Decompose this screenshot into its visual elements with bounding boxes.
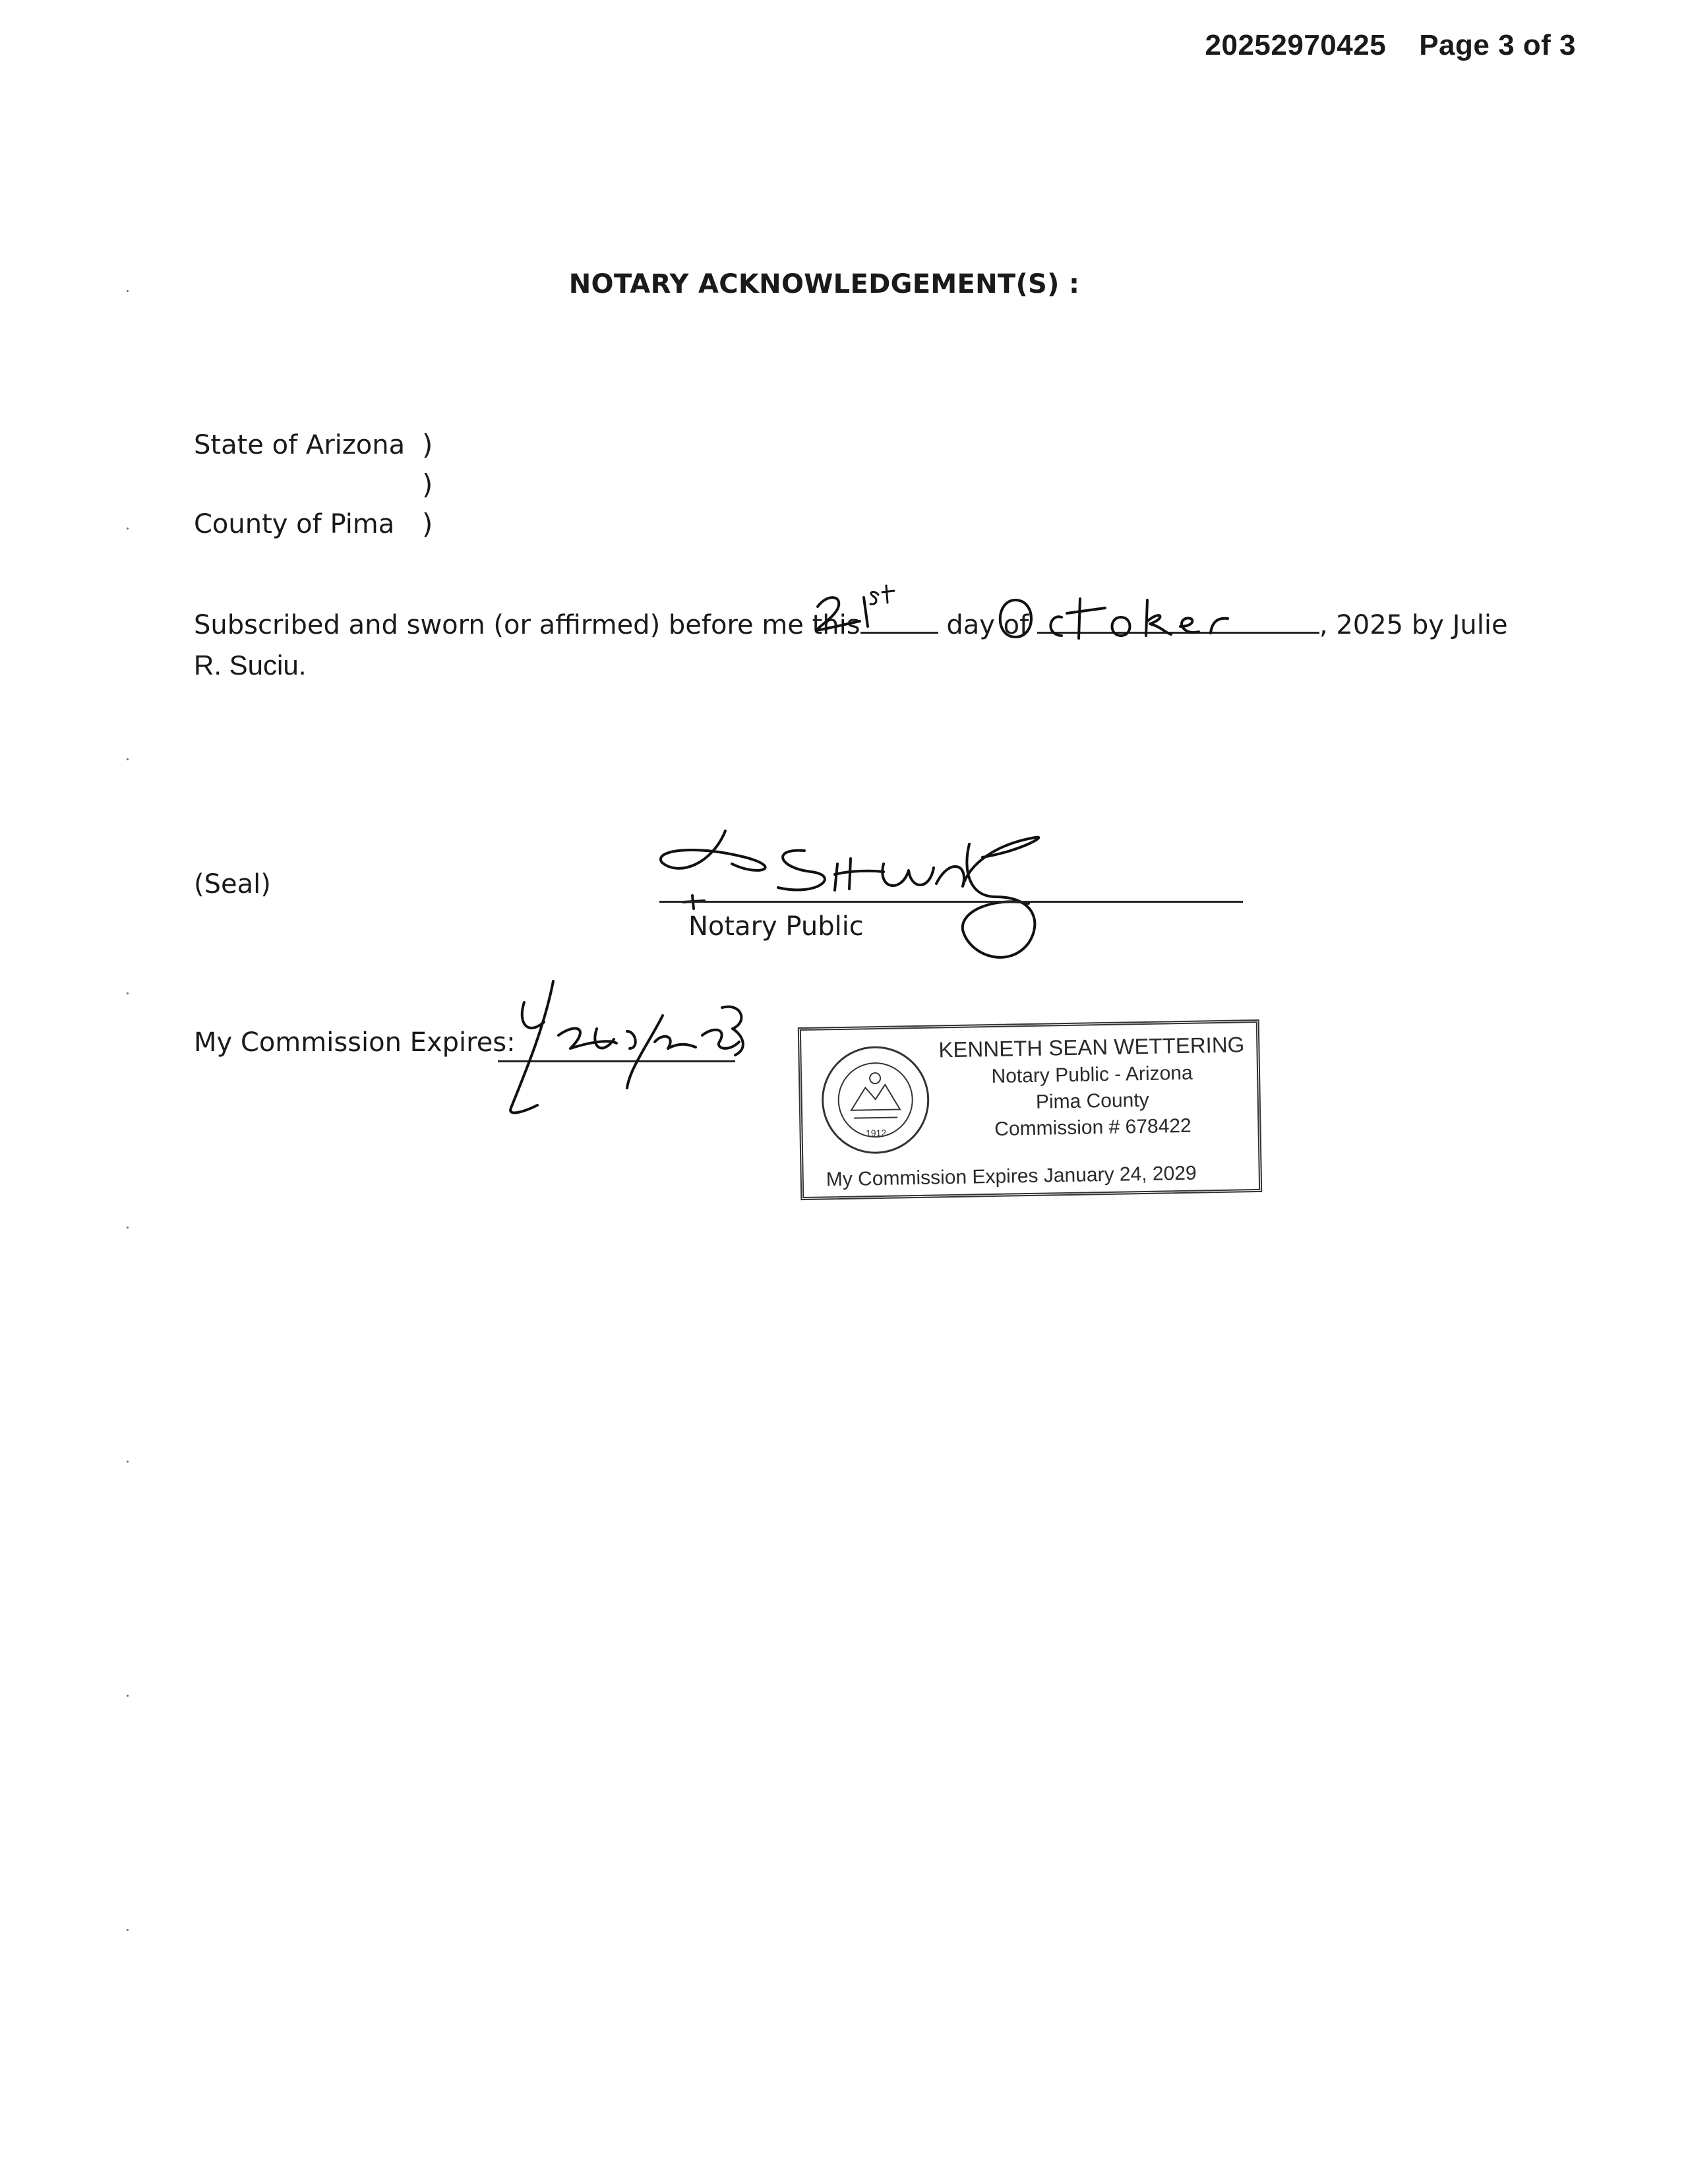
signature-line (659, 901, 1243, 903)
notary-public-label: Notary Public (688, 911, 864, 942)
handwritten-day (812, 580, 918, 640)
stamp-expiration: My Commission Expires January 24, 2029 (826, 1162, 1197, 1191)
page-indicator: Page 3 of 3 (1419, 29, 1576, 61)
scan-speck (127, 290, 129, 292)
venue-paren-2: ) (422, 468, 433, 501)
seal-label: (Seal) (194, 869, 271, 899)
notary-signature (653, 824, 1128, 976)
stamp-commission-number: Commission # 678422 (994, 1114, 1191, 1140)
arizona-seal (818, 1043, 932, 1157)
stamp-title: Notary Public - Arizona (991, 1062, 1193, 1088)
scan-speck (127, 1461, 129, 1463)
statement-suffix: , 2025 by Julie (1319, 610, 1508, 640)
notary-stamp (798, 1019, 1262, 1200)
document-title: NOTARY ACKNOWLEDGEMENT(S) : (568, 269, 1080, 299)
scan-speck (127, 1695, 129, 1697)
scan-speck (127, 992, 129, 994)
venue-county: County of Pima (194, 509, 395, 539)
statement-mid: day of (946, 610, 1029, 640)
scan-speck (127, 1227, 129, 1228)
seal-year: 1912 (865, 1127, 887, 1139)
venue-paren-3: ) (422, 508, 433, 540)
venue-state: State of Arizona (194, 430, 406, 460)
stamp-county: Pima County (1035, 1089, 1149, 1113)
statement-continuation: R. Suciu. (194, 650, 307, 681)
scan-speck (127, 528, 129, 530)
scan-speck (127, 1929, 129, 1931)
commission-expires-label: My Commission Expires: (194, 1027, 516, 1058)
scan-speck (127, 758, 129, 760)
venue-paren-1: ) (422, 429, 433, 461)
statement-prefix: Subscribed and sworn (or affirmed) before me this (194, 610, 860, 640)
handwritten-month (989, 580, 1266, 646)
handwritten-commission-date (498, 976, 748, 1121)
recording-header (1205, 29, 1577, 62)
stamp-notary-name: KENNETH SEAN WETTERING (938, 1032, 1245, 1062)
recording-number: 20252970425 (1205, 29, 1387, 61)
